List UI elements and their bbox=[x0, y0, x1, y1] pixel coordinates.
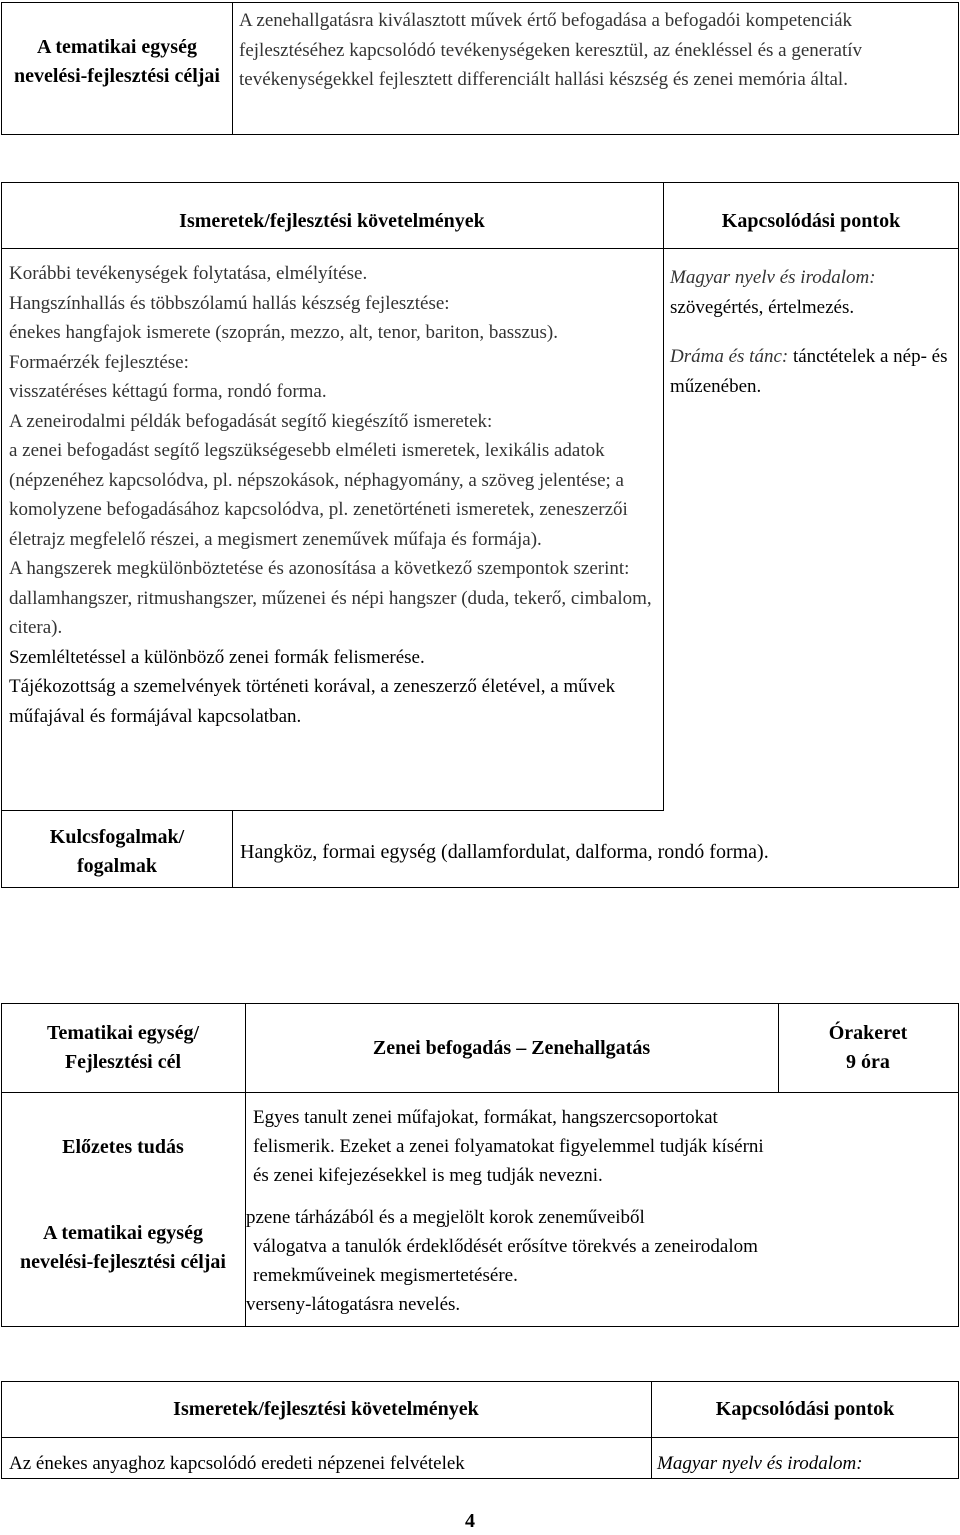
unit-label: Tematikai egység/ Fejlesztési cél bbox=[46, 1022, 200, 1073]
goal-line: pzene tárházából és a megjelölt korok zeneműveiből bbox=[246, 1207, 645, 1228]
prior-line: felismerik. Ezeket a zenei folyamatokat figyelemmel tudják kísérni bbox=[253, 1136, 764, 1157]
hours-value: 9 óra bbox=[846, 1051, 890, 1073]
requirements-header-2: Ismeretek/fejlesztési követelmények bbox=[173, 1398, 479, 1420]
key-concepts-label: Kulcsfogalmak/ fogalmak bbox=[49, 826, 185, 877]
goal-line: verseny-látogatásra nevelés. bbox=[246, 1294, 461, 1315]
requirement-item: Tájékozottság a szemelvények történeti korával, a zeneszerző életével, a művek műfajával és formájával kapcsolatban. bbox=[9, 676, 616, 727]
requirements-list bbox=[9, 259, 659, 731]
goal-label-2: A tematikai egység nevelési-fejlesztési céljai bbox=[19, 1222, 226, 1273]
connection-text: szövegértés, értelmezés. bbox=[670, 296, 855, 318]
prior-knowledge-label: Előzetes tudás bbox=[62, 1136, 184, 1158]
connections-list bbox=[670, 263, 954, 401]
requirement-item: A hangszerek megkülönböztetése és azonosítása a következő szempontok szerint: dallamhangszer, ritmushangszer, műzenei és népi hangszer (duda, tekerő, cimbalom, citera). bbox=[9, 558, 652, 638]
requirement-item: visszatéréses kéttagú forma, rondó forma. bbox=[9, 381, 327, 402]
requirement-item: A zeneirodalmi példák befogadását segítő kiegészítő ismeretek: bbox=[9, 410, 493, 432]
goal-text: A zenehallgatásra kiválasztott művek értő befogadása a befogadói kompetenciák fejlesztéséhez kapcsolódó tevékenységeken keresztül, az énekléssel és a generatív tevékenységekkel fejlesztett differenciált hallási készség és zenei memória által. bbox=[239, 10, 863, 90]
hours-label: Órakeret bbox=[828, 1022, 908, 1044]
connection-text: tánctételek a nép- és műzenében. bbox=[670, 346, 948, 397]
connections-header: Kapcsolódási pontok bbox=[721, 210, 901, 232]
unit-title: Zenei befogadás – Zenehallgatás bbox=[372, 1037, 651, 1059]
key-concepts-text: Hangköz, formai egység (dallamfordulat, dalforma, rondó forma). bbox=[240, 841, 769, 863]
requirement-item: énekes hangfajok ismerete (szoprán, mezzo, alt, tenor, bariton, basszus). bbox=[9, 322, 558, 343]
goal-text-2 bbox=[240, 1203, 952, 1319]
requirement-item: a zenei befogadást segítő legszükségesebb elméleti ismeretek, lexikális adatok (népzenéhez kapcsolódva, pl. népszokások, néphagyomány, a szöveg jelentése; a komolyzene befogadásához kapcsolódva, pl. zenetörténeti ismeretek, zeneszerzői életrajz megfelelő részei, a megismert zeneművek műfaja és formája). bbox=[9, 440, 628, 550]
prior-knowledge-text bbox=[253, 1103, 953, 1190]
connection-subject: Magyar nyelv és irodalom: bbox=[670, 267, 876, 288]
requirement-row: Az énekes anyaghoz kapcsolódó eredeti népzenei felvételek bbox=[9, 1453, 465, 1474]
goal-line: válogatva a tanulók érdeklődését erősítve törekvés a zeneirodalom bbox=[253, 1236, 758, 1257]
connection-row bbox=[657, 1449, 955, 1479]
requirement-item: Korábbi tevékenységek folytatása, elmélyítése. bbox=[9, 263, 368, 284]
goal-label: A tematikai egység nevelési-fejlesztési céljai bbox=[13, 36, 220, 87]
goal-line: remekműveinek megismertetésére. bbox=[253, 1265, 518, 1286]
requirement-item: Hangszínhallás és többszólamú hallás készség fejlesztése: bbox=[9, 292, 450, 314]
page-number: 4 bbox=[465, 1510, 475, 1532]
connection-subject: Dráma és tánc: bbox=[670, 346, 789, 367]
prior-line: Egyes tanult zenei műfajokat, formákat, hangszercsoportokat bbox=[253, 1107, 718, 1128]
requirements-header: Ismeretek/fejlesztési követelmények bbox=[179, 210, 485, 232]
requirement-item: Formaérzék fejlesztése: bbox=[9, 351, 189, 373]
connections-header-2: Kapcsolódási pontok bbox=[715, 1398, 895, 1420]
requirement-item: Szemléltetéssel a különböző zenei formák felismerése. bbox=[9, 646, 425, 668]
connection-subject: Magyar nyelv és irodalom: bbox=[657, 1453, 863, 1474]
prior-line: és zenei kifejezésekkel is meg tudják nevezni. bbox=[253, 1165, 603, 1186]
